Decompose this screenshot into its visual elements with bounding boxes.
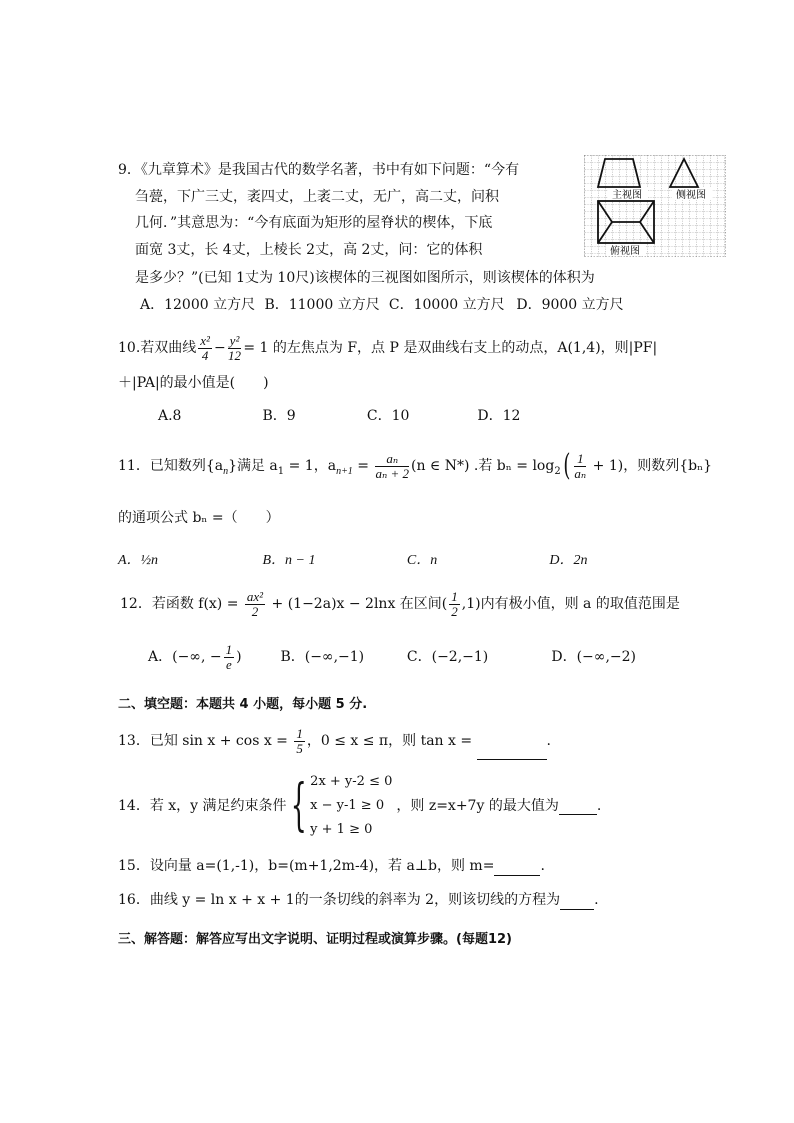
q11-option-a[interactable]: A．½n	[118, 553, 159, 568]
q12-prefix: 12．若函数 f(x) =	[120, 596, 243, 612]
q10-frac-y-den: 12	[228, 347, 241, 363]
q13-frac-num: 1	[296, 725, 303, 741]
q11-frac-rec-den: aₙ + 2	[375, 465, 409, 481]
q12-option-a-num: 1	[225, 641, 233, 657]
q13-prefix: 13．已知 sin x + cos x =	[118, 733, 293, 749]
q10-frac-y	[228, 334, 242, 363]
q11-sub-n: n	[223, 465, 229, 477]
q14-condition-1: 2x + y-2 ≤ 0	[310, 774, 393, 789]
q12-tail: ,1)内有极小值，则 a 的取值范围是	[461, 596, 680, 612]
q12-option-b[interactable]: B．(−∞,−1)	[280, 649, 365, 665]
three-view-figure	[584, 155, 726, 257]
q12-frac-half	[449, 590, 460, 619]
q15-line	[118, 856, 545, 876]
q16-answer-blank[interactable]	[560, 893, 594, 910]
q9-option-d[interactable]: D．9000 立方尺	[516, 297, 624, 313]
q11-options	[118, 550, 587, 571]
q9-line-5: 是多少？”(已知 1丈为 10尺)该楔体的三视图如图所示，则该楔体的体积为	[135, 270, 595, 286]
q10-options	[158, 406, 520, 426]
q9-option-b[interactable]: B．11000 立方尺	[264, 297, 380, 313]
q11-cond: (n ∈ N*) .若 bₙ = log	[411, 458, 555, 474]
q11-mid2: = 1，a	[284, 458, 337, 474]
q13-answer-blank[interactable]	[477, 743, 547, 760]
q11-sub-1: 1	[277, 465, 285, 477]
q12-frac-half-den: 2	[451, 603, 458, 619]
q11-frac-inv-num: 1	[574, 452, 586, 467]
q11-sub-np1: n+1	[336, 465, 353, 477]
side-view-label: 侧视图	[676, 190, 706, 201]
q12-frac-a-den: 2	[251, 603, 259, 619]
q11-frac-inv-den: aₙ	[574, 465, 587, 481]
q11-frac-rec-num: aₙ	[375, 452, 409, 467]
q14-constraints	[310, 770, 392, 842]
q12-option-a-frac	[224, 643, 235, 672]
q12-option-a-pre: A．(−∞, −	[148, 649, 222, 665]
q11-option-b[interactable]: B．n − 1	[262, 553, 316, 568]
q9-option-a[interactable]: A．12000 立方尺	[140, 297, 256, 313]
q15-text: 15．设向量 a=(1,-1)，b=(m+1,2m-4)，若 a⊥b，则 m=	[118, 858, 495, 874]
q10-frac-y-num: y²	[229, 332, 240, 348]
q9-options	[140, 295, 624, 315]
q16-end: .	[594, 892, 599, 908]
q14-tail: ，则 z=x+7y 的最大值为	[396, 798, 559, 814]
q12-frac-half-num: 1	[451, 588, 458, 604]
section-3-heading: 三、解答题：解答应写出文字说明、证明过程或演算步骤。(每题12)	[118, 932, 512, 947]
section-2-heading: 二、填空题：本题共 4 小题，每小题 5 分.	[118, 697, 368, 712]
q10-option-a[interactable]: A.8	[158, 408, 182, 424]
q11-mid1: }满足 a	[228, 458, 278, 474]
q11-prefix: 11．已知数列{a	[118, 458, 224, 474]
q11-sub-2: 2	[554, 465, 561, 477]
q15-answer-blank[interactable]	[494, 859, 540, 876]
q12-option-a-post: )	[236, 649, 242, 665]
q14-condition-3: y + 1 ≥ 0	[310, 822, 373, 837]
q11-line-2: 的通项公式 bₙ =（ ）	[118, 510, 280, 526]
q12-option-d[interactable]: D．(−∞,−2)	[551, 649, 636, 665]
q13-end: .	[546, 733, 551, 749]
q10-frac-x	[198, 334, 212, 363]
q10-frac-x-num: x²	[200, 332, 210, 348]
q9-line-1: 9．《九章算术》是我国古代的数学名著，书中有如下问题：“今有	[118, 162, 520, 178]
q14-prefix: 14．若 x，y 满足约束条件	[118, 798, 287, 814]
q10-eq: = 1 的左焦点为 F，点 P 是双曲线右支上的动点，A(1,4)，则|PF|	[243, 340, 658, 356]
q14-answer-blank[interactable]	[559, 798, 597, 815]
q11-frac-inv	[574, 452, 586, 481]
q10-prefix: 10.若双曲线	[118, 340, 197, 356]
q11-left-paren: (	[563, 448, 571, 483]
q12-line-1	[120, 585, 680, 623]
q9-option-c[interactable]: C．10000 立方尺	[388, 297, 505, 313]
front-view-label: 主视图	[612, 190, 642, 201]
q12-option-a[interactable]	[148, 638, 276, 676]
q11-frac-rec	[375, 452, 409, 481]
q13-tail: ，0 ≤ x ≤ π，则 tan x =	[306, 733, 477, 749]
q10-minus: −	[213, 340, 226, 356]
q13-line	[118, 722, 551, 760]
q14-condition-2: x − y-1 ≥ 0	[310, 798, 385, 813]
q16-text: 16．曲线 y = ln x + x + 1的一条切线的斜率为 2，则该切线的方程为	[118, 892, 561, 908]
top-view-label: 俯视图	[610, 246, 640, 257]
q13-frac	[294, 727, 305, 756]
q12-frac-a	[245, 590, 265, 619]
q13-frac-den: 5	[296, 740, 303, 756]
q15-end: .	[540, 858, 545, 874]
q9-line-2: 刍甍，下广三丈，袤四丈，上袤二丈，无广，高二丈，问积	[135, 189, 499, 205]
q11-option-c[interactable]: C．n	[406, 553, 438, 568]
q10-option-d[interactable]: D．12	[477, 408, 521, 424]
q9-line-3: 几何．”其意思为：“今有底面为矩形的屋脊状的楔体，下底	[135, 215, 493, 231]
q10-frac-x-den: 4	[201, 347, 209, 363]
q10-line-1	[118, 330, 657, 366]
q12-frac-a-num: ax²	[246, 588, 264, 604]
q10-option-c[interactable]: C．10	[366, 408, 410, 424]
q14-line	[118, 768, 601, 844]
q12-mid: + (1−2a)x − 2lnx 在区间(	[267, 596, 448, 612]
q9-line-4: 面宽 3丈，长 4丈，上棱长 2丈，高 2丈，问：它的体积	[135, 242, 483, 258]
q12-option-a-den: e	[225, 656, 232, 672]
q14-brace: {	[290, 773, 307, 838]
q11-tail: + 1)，则数列{bₙ}	[588, 458, 713, 474]
q10-option-b[interactable]: B．9	[262, 408, 296, 424]
q14-end: .	[596, 798, 602, 814]
q11-option-d[interactable]: D．2n	[549, 553, 588, 568]
q11-eqsign: =	[352, 458, 374, 474]
q16-line	[118, 890, 599, 910]
q12-options	[148, 638, 636, 676]
q11-line-1	[118, 446, 712, 492]
q12-option-c[interactable]: C．(−2,−1)	[406, 649, 489, 665]
q10-line-2: ＋|PA|的最小值是( )	[118, 375, 269, 391]
